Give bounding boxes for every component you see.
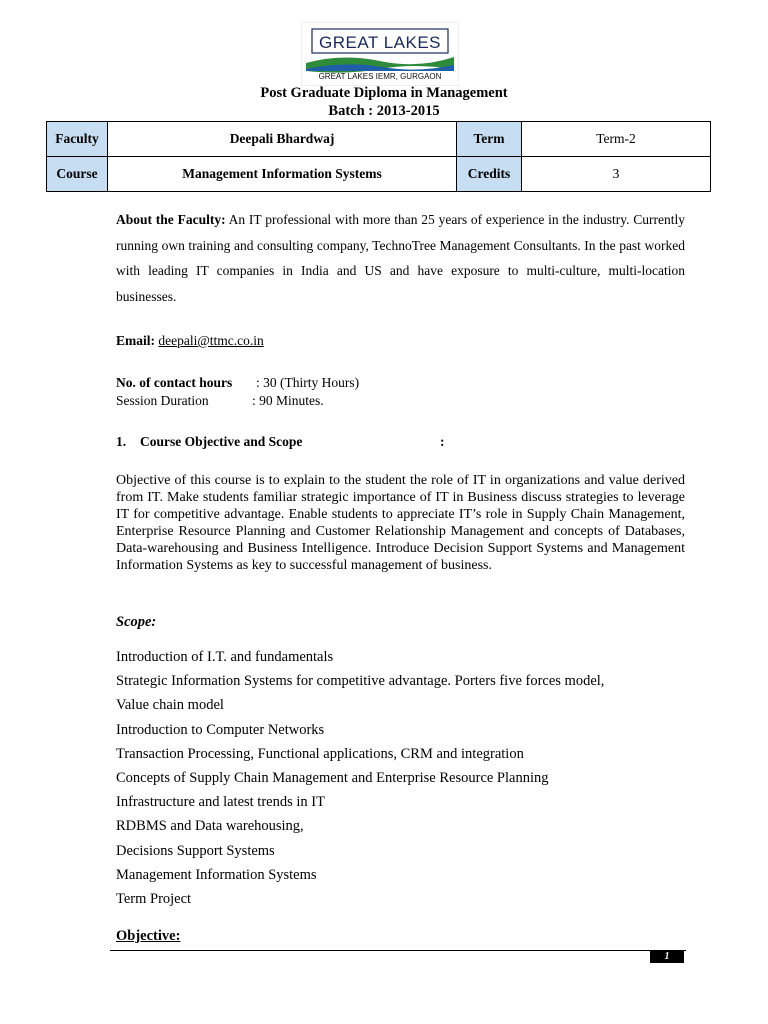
- course-info-table: [46, 121, 711, 192]
- institution-logo: [302, 23, 458, 85]
- section-colon: :: [440, 434, 445, 449]
- page-number: 1: [650, 950, 684, 963]
- email-line: [116, 333, 264, 349]
- course-label: Course: [47, 157, 108, 192]
- contact-hours-label: No. of contact hours: [116, 375, 233, 390]
- list-item: Value chain model: [116, 697, 224, 714]
- credits-value: 3: [522, 157, 711, 192]
- list-item: Transaction Processing, Functional applications, CRM and integration: [116, 745, 524, 762]
- batch-title: Batch : 2013-2015: [328, 103, 440, 119]
- footer-divider: [110, 950, 686, 951]
- objective-paragraph: Objective of this course is to explain to the student the role of IT in organizations and value derived from IT. Make students familiar strategic importance of IT in Business discuss strategies to leverage IT for competitive advantage. Enable students to appreciate IT’s role in Supply Chain Management, Enterprise Resource Planning and Customer Relationship Management and concepts of Databases, Data-warehousing and Business Intelligence. Introduce Decision Support Systems and Management Information Systems as key to successful management of business.: [116, 473, 685, 573]
- section-title: Course Objective and Scope: [140, 434, 303, 449]
- term-label: Term: [457, 122, 522, 157]
- table-row: [47, 122, 711, 157]
- section-number: 1.: [116, 434, 127, 449]
- list-item: RDBMS and Data warehousing,: [116, 818, 304, 835]
- term-value: Term-2: [522, 122, 711, 157]
- program-title: Post Graduate Diploma in Management: [260, 85, 508, 101]
- logo-subtitle: GREAT LAKES IEMR, GURGAON: [318, 72, 442, 81]
- logo-name: GREAT LAKES: [318, 33, 442, 52]
- contact-hours-value: : 30 (Thirty Hours): [256, 375, 360, 390]
- list-item: Management Information Systems: [116, 866, 317, 883]
- email-label: Email:: [116, 333, 155, 348]
- session-duration-value: : 90 Minutes.: [252, 393, 324, 408]
- list-item: Term Project: [116, 890, 192, 907]
- list-item: Infrastructure and latest trends in IT: [116, 794, 325, 811]
- course-value: Management Information Systems: [108, 157, 457, 192]
- faculty-value: Deepali Bhardwaj: [108, 122, 457, 157]
- list-item: Decisions Support Systems: [116, 842, 275, 859]
- scope-list: [116, 645, 604, 911]
- contact-hours-line: [116, 375, 232, 391]
- table-row: [47, 157, 711, 192]
- session-duration-label: Session Duration: [116, 393, 209, 408]
- faculty-label: Faculty: [47, 122, 108, 157]
- about-faculty: [116, 207, 685, 309]
- about-label: About the Faculty:: [116, 212, 226, 227]
- list-item: Introduction of I.T. and fundamentals: [116, 649, 334, 665]
- credits-label: Credits: [457, 157, 522, 192]
- about-text: An IT professional with more than 25 years of experience in the industry. Currently running own training and consulting company, TechnoTree Management Consultants. In the past worked with leading IT companies in India and US and have exposure to multi-culture, multi-location businesses.: [116, 212, 685, 304]
- email-link[interactable]: deepali@ttmc.co.in: [158, 333, 264, 348]
- list-item: Concepts of Supply Chain Management and Enterprise Resource Planning: [116, 769, 549, 786]
- list-item: Strategic Information Systems for competitive advantage. Porters five forces model,: [116, 673, 605, 690]
- list-item: Introduction to Computer Networks: [116, 721, 325, 738]
- objective-title: Objective:: [116, 928, 181, 944]
- scope-title: Scope:: [116, 614, 157, 630]
